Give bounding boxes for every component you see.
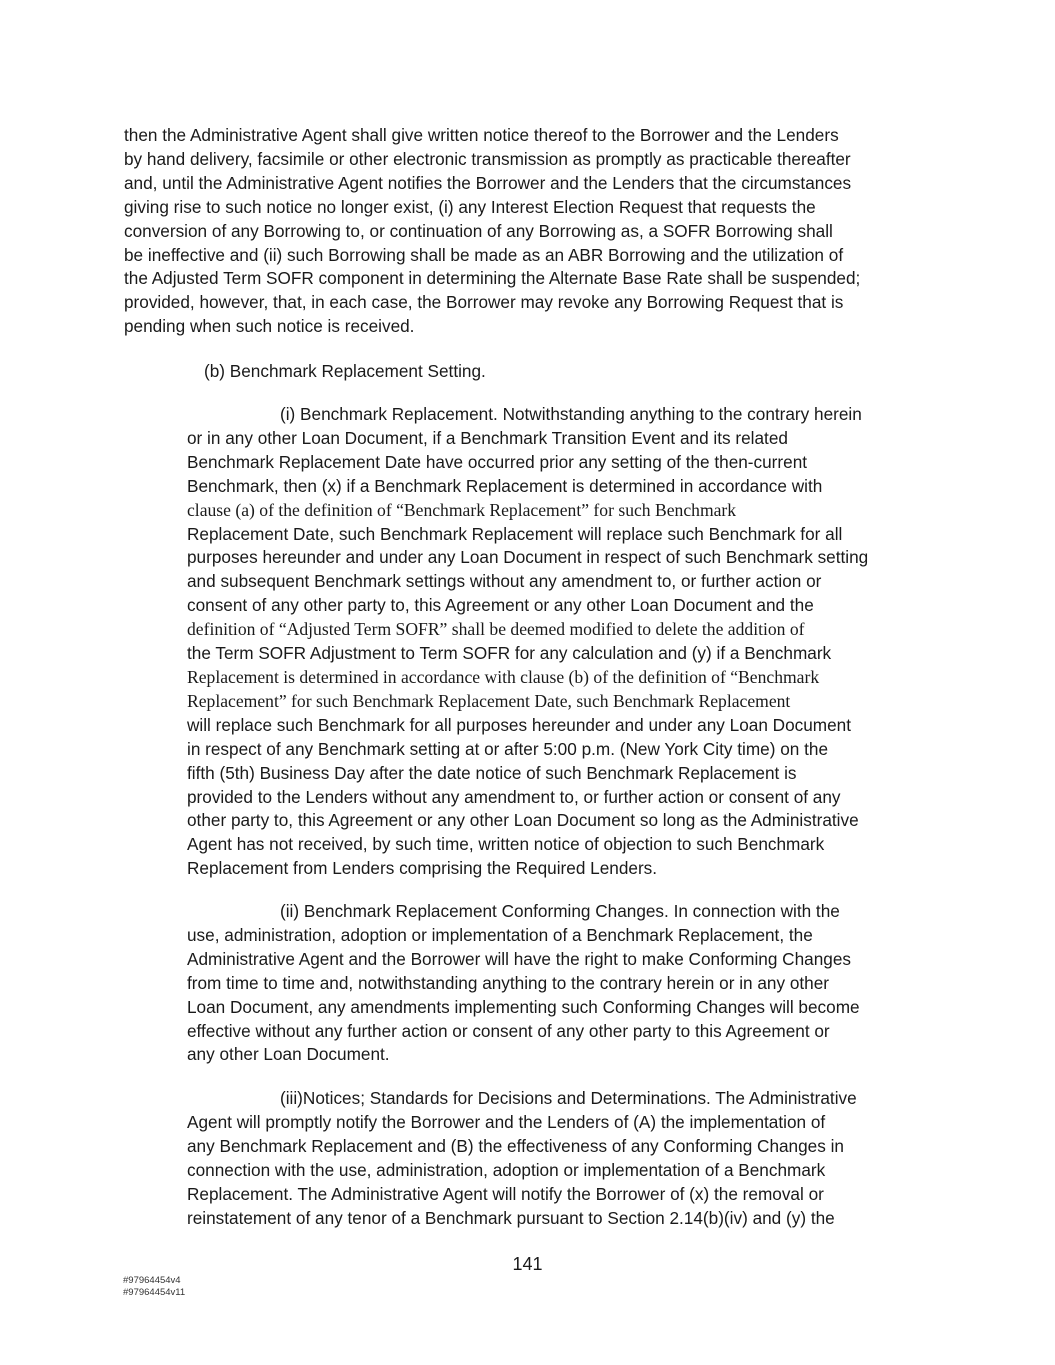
text-line: or in any other Loan Document, if a Benchmark Transition Event and its related [187,427,788,448]
text-line: effective without any further action or consent of any other party to this Agreement or [187,1020,830,1041]
text-line: clause (a) of the definition of “Benchmark Replacement” for such Benchmark [187,499,737,520]
text-line: reinstatement of any tenor of a Benchmark pursuant to Section 2.14(b)(iv) and (y) the [187,1207,835,1228]
text-line: pending when such notice is received. [124,316,415,337]
text-line: any other Loan Document. [187,1044,390,1065]
text-line: giving rise to such notice no longer exist, (i) any Interest Election Request that requests the [124,196,816,217]
text-line: provided, however, that, in each case, the Borrower may revoke any Borrowing Request that is [124,292,844,313]
text-line: provided to the Lenders without any amendment to, or further action or consent of any [187,786,841,807]
section-b-heading [204,360,904,384]
text-line: in respect of any Benchmark setting at or after 5:00 p.m. (New York City time) on the [187,738,829,759]
text-line: the Term SOFR Adjustment to Term SOFR for any calculation and (y) if a Benchmark [187,643,832,664]
text-line: Benchmark, then (x) if a Benchmark Replacement is determined in accordance with [187,475,823,496]
paragraph-i-first-line: (i) Benchmark Replacement. Notwithstanding anything to the contrary herein [280,404,862,424]
text-line: by hand delivery, facsimile or other electronic transmission as promptly as practicable thereafter [124,148,851,169]
paragraph-i [187,403,937,881]
text-line: consent of any other party to, this Agreement or any other Loan Document and the [187,595,814,616]
text-line: Benchmark Replacement Date have occurred prior any setting of the then-current [187,451,808,472]
intro-paragraph [124,124,934,339]
text-line: be ineffective and (ii) such Borrowing shall be made as an ABR Borrowing and the utilization of [124,244,844,265]
text-line: definition of “Adjusted Term SOFR” shall be deemed modified to delete the addition of [187,619,805,640]
text-line: Replacement is determined in accordance with clause (b) of the definition of “Benchmark [187,666,820,687]
text-line: from time to time and, notwithstanding anything to the contrary herein or in any other [187,972,830,993]
text-line: the Adjusted Term SOFR component in determining the Alternate Base Rate shall be suspended; [124,268,861,289]
document-ids [123,1275,185,1299]
text-line: Replacement from Lenders comprising the Required Lenders. [187,858,658,879]
text-line: and, until the Administrative Agent notifies the Borrower and the Lenders that the circumstances [124,172,852,193]
text-line: use, administration, adoption or implementation of a Benchmark Replacement, the [187,924,813,945]
text-line: and subsequent Benchmark settings without any amendment to, or further action or [187,571,822,592]
text-line: Agent will promptly notify the Borrower and the Lenders of (A) the implementation of [187,1111,826,1132]
text-line: fifth (5th) Business Day after the date notice of such Benchmark Replacement is [187,762,797,783]
text-line: Replacement” for such Benchmark Replacement Date, such Benchmark Replacement [187,690,791,711]
paragraph-iii [187,1087,937,1230]
text-line: any Benchmark Replacement and (B) the effectiveness of any Conforming Changes in [187,1135,844,1156]
text-line: connection with the use, administration, adoption or implementation of a Benchmark [187,1159,826,1180]
text-line: Replacement Date, such Benchmark Replacement will replace such Benchmark for all [187,523,843,544]
text-line: conversion of any Borrowing to, or continuation of any Borrowing as, a SOFR Borrowing shall [124,220,833,241]
text-line: other party to, this Agreement or any other Loan Document so long as the Administrative [187,810,859,831]
text-line: Agent has not received, by such time, written notice of objection to such Benchmark [187,834,825,855]
text-line: purposes hereunder and under any Loan Document in respect of such Benchmark setting [187,547,869,568]
document-id: #97964454v4 [123,1275,181,1286]
text-line: Replacement. The Administrative Agent will notify the Borrower of (x) the removal or [187,1183,824,1204]
paragraph-iii-first-line: (iii)Notices; Standards for Decisions and Determinations. The Administrative [280,1088,857,1108]
text-line: then the Administrative Agent shall give written notice thereof to the Borrower and the Lenders [124,125,839,145]
text-line: will replace such Benchmark for all purposes hereunder and under any Loan Document [187,714,852,735]
paragraph-ii [187,900,937,1067]
text-line: Loan Document, any amendments implementing such Conforming Changes will become [187,996,860,1017]
text-line: Administrative Agent and the Borrower will have the right to make Conforming Changes [187,948,851,969]
paragraph-ii-first-line: (ii) Benchmark Replacement Conforming Changes. In connection with the [280,901,840,921]
section-heading: (b) Benchmark Replacement Setting. [204,361,486,381]
page-number: 141 [512,1254,543,1274]
document-id: #97964454v11 [123,1287,186,1298]
